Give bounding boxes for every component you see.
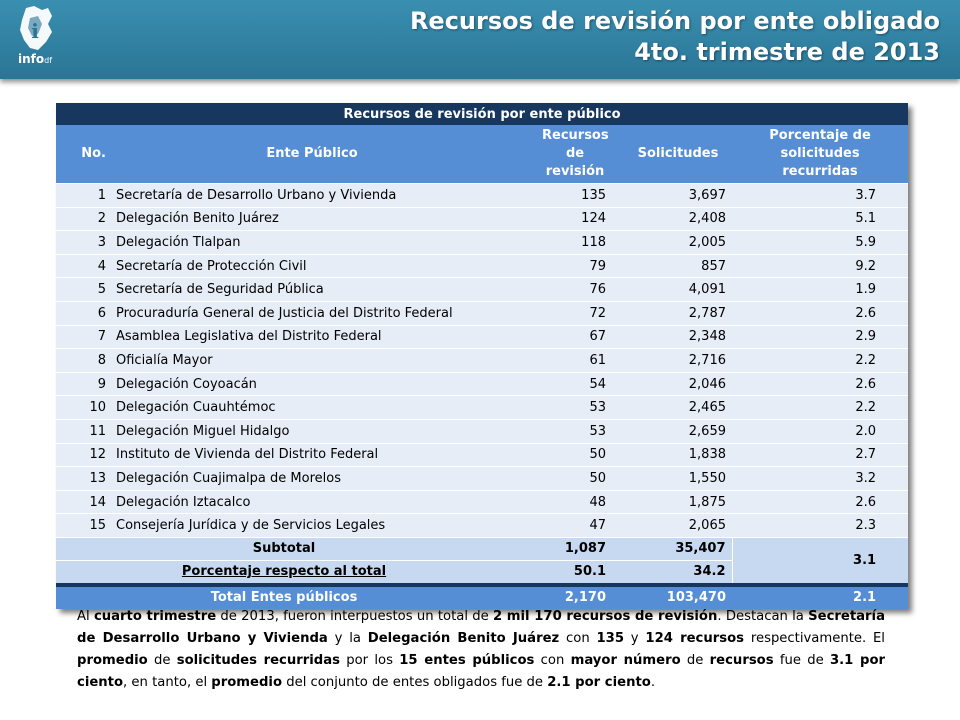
cell-recursos: 53 — [512, 396, 612, 420]
note-bold-segment: promedio — [77, 653, 148, 668]
cell-recursos: 118 — [512, 231, 612, 255]
cell-ente: Delegación Cuauhtémoc — [112, 396, 512, 420]
cell-no: 10 — [56, 396, 112, 420]
cell-recursos: 54 — [512, 372, 612, 396]
cell-solicitudes: 2,465 — [612, 396, 732, 420]
note-bold-segment: 2.1 por ciento — [547, 675, 651, 690]
col-header-ente: Ente Público — [112, 125, 512, 184]
cell-solicitudes: 1,550 — [612, 467, 732, 491]
cell-ente: Delegación Coyoacán — [112, 372, 512, 396]
cell-porcentaje: 2.2 — [732, 349, 908, 373]
table-row — [56, 184, 908, 208]
note-bold-segment: 135 — [596, 631, 624, 646]
cell-no: 9 — [56, 372, 112, 396]
cell-ente: Secretaría de Seguridad Pública — [112, 278, 512, 302]
cell-porcentaje: 9.2 — [732, 254, 908, 278]
page-title — [410, 6, 940, 68]
subtotal-solicitudes: 35,407 — [612, 537, 732, 560]
cell-porcentaje: 2.2 — [732, 396, 908, 420]
cell-no: 8 — [56, 349, 112, 373]
col-header-porcentaje: Porcentaje de solicitudes recurridas — [732, 125, 908, 184]
cell-ente: Asamblea Legislativa del Distrito Federal — [112, 325, 512, 349]
subtotal-label: Subtotal — [56, 537, 512, 560]
note-segment: , en tanto, el — [123, 675, 212, 690]
table-body — [56, 184, 908, 538]
table-row — [56, 372, 908, 396]
cell-ente: Secretaría de Protección Civil — [112, 254, 512, 278]
note-bold-segment: solicitudes recurridas — [176, 653, 340, 668]
cell-solicitudes: 2,046 — [612, 372, 732, 396]
cell-ente: Delegación Benito Juárez — [112, 207, 512, 231]
subtotal-row — [56, 537, 908, 560]
note-segment: y la — [327, 631, 368, 646]
porcentaje-total-solicitudes: 34.2 — [612, 560, 732, 585]
cell-ente: Delegación Miguel Hidalgo — [112, 419, 512, 443]
table-row — [56, 301, 908, 325]
cell-porcentaje: 3.2 — [732, 467, 908, 491]
note-segment: de — [147, 653, 177, 668]
note-segment: por los — [339, 653, 400, 668]
note-segment: . — [650, 675, 656, 690]
note-bold-segment: Delegación Benito Juárez — [367, 631, 560, 646]
total-label: Total Entes públicos — [56, 585, 512, 609]
table-row — [56, 514, 908, 538]
cell-solicitudes: 2,787 — [612, 301, 732, 325]
porcentaje-total-recursos: 50.1 — [512, 560, 612, 585]
table-row — [56, 278, 908, 302]
mexico-city-map-icon — [12, 4, 58, 54]
cell-recursos: 47 — [512, 514, 612, 538]
col-header-no: No. — [56, 125, 112, 184]
logo-text: infodf — [17, 52, 53, 66]
note-segment: del conjunto de entes obligados fue de — [282, 675, 548, 690]
subtotal-recursos: 1,087 — [512, 537, 612, 560]
table-row — [56, 207, 908, 231]
table-row — [56, 396, 908, 420]
cell-ente: Delegación Iztacalco — [112, 490, 512, 514]
cell-recursos: 67 — [512, 325, 612, 349]
cell-solicitudes: 2,065 — [612, 514, 732, 538]
cell-porcentaje: 5.9 — [732, 231, 908, 255]
cell-porcentaje: 3.7 — [732, 184, 908, 208]
subtotal-porcentaje: 3.1 — [732, 537, 908, 585]
note-segment: de — [680, 653, 710, 668]
total-solicitudes: 103,470 — [612, 585, 732, 609]
note-segment: respectivamente. El — [744, 631, 885, 646]
cell-solicitudes: 2,716 — [612, 349, 732, 373]
note-segment: de 2013, fueron interpuestos un total de — [216, 609, 493, 624]
cell-solicitudes: 3,697 — [612, 184, 732, 208]
summary-paragraph — [77, 606, 885, 694]
cell-no: 11 — [56, 419, 112, 443]
cell-recursos: 79 — [512, 254, 612, 278]
cell-no: 4 — [56, 254, 112, 278]
cell-ente: Delegación Cuajimalpa de Morelos — [112, 467, 512, 491]
cell-porcentaje: 2.6 — [732, 372, 908, 396]
cell-recursos: 61 — [512, 349, 612, 373]
cell-solicitudes: 2,005 — [612, 231, 732, 255]
table-row — [56, 419, 908, 443]
note-segment: . Destacan la — [717, 609, 809, 624]
cell-no: 15 — [56, 514, 112, 538]
cell-solicitudes: 2,408 — [612, 207, 732, 231]
table-row — [56, 443, 908, 467]
total-recursos: 2,170 — [512, 585, 612, 609]
title-line-2: 4to. trimestre de 2013 — [634, 38, 940, 66]
cell-recursos: 48 — [512, 490, 612, 514]
cell-recursos: 72 — [512, 301, 612, 325]
cell-ente: Oficialía Mayor — [112, 349, 512, 373]
table-row — [56, 490, 908, 514]
cell-no: 5 — [56, 278, 112, 302]
cell-porcentaje: 2.6 — [732, 301, 908, 325]
table-row — [56, 325, 908, 349]
cell-recursos: 76 — [512, 278, 612, 302]
cell-ente: Consejería Jurídica y de Servicios Legales — [112, 514, 512, 538]
note-bold-segment: cuarto trimestre — [93, 609, 217, 624]
cell-recursos: 53 — [512, 419, 612, 443]
cell-recursos: 124 — [512, 207, 612, 231]
note-bold-segment: 124 recursos — [645, 631, 745, 646]
table-row — [56, 349, 908, 373]
cell-solicitudes: 857 — [612, 254, 732, 278]
cell-ente: Secretaría de Desarrollo Urbano y Vivienda — [112, 184, 512, 208]
note-bold-segment: mayor número — [570, 653, 681, 668]
cell-no: 6 — [56, 301, 112, 325]
total-porcentaje: 2.1 — [732, 585, 908, 609]
cell-no: 13 — [56, 467, 112, 491]
table-caption: Recursos de revisión por ente público — [56, 103, 908, 125]
cell-recursos: 50 — [512, 467, 612, 491]
cell-porcentaje: 1.9 — [732, 278, 908, 302]
note-bold-segment: Secretaría de Desarrollo Urbano y Vivienda — [77, 609, 885, 646]
cell-ente: Procuraduría General de Justicia del Distrito Federal — [112, 301, 512, 325]
cell-solicitudes: 2,348 — [612, 325, 732, 349]
recursos-table-container — [56, 103, 908, 609]
cell-porcentaje: 2.3 — [732, 514, 908, 538]
cell-solicitudes: 1,875 — [612, 490, 732, 514]
cell-no: 14 — [56, 490, 112, 514]
cell-solicitudes: 4,091 — [612, 278, 732, 302]
cell-no: 2 — [56, 207, 112, 231]
col-header-solicitudes: Solicitudes — [612, 125, 732, 184]
cell-no: 3 — [56, 231, 112, 255]
table-row — [56, 467, 908, 491]
cell-recursos: 50 — [512, 443, 612, 467]
cell-recursos: 135 — [512, 184, 612, 208]
infodf-logo — [12, 4, 58, 72]
cell-ente: Delegación Tlalpan — [112, 231, 512, 255]
note-bold-segment: 15 entes públicos — [399, 653, 535, 668]
note-segment: con — [534, 653, 571, 668]
cell-porcentaje: 2.6 — [732, 490, 908, 514]
note-bold-segment: 3.1 por ciento — [77, 653, 886, 690]
cell-solicitudes: 2,659 — [612, 419, 732, 443]
svg-text:i: i — [31, 19, 39, 43]
col-header-recursos: Recursos de revisión — [512, 125, 612, 184]
porcentaje-total-label: Porcentaje respecto al total — [56, 560, 512, 585]
note-bold-segment: recursos — [709, 653, 774, 668]
cell-ente: Instituto de Vivienda del Distrito Federal — [112, 443, 512, 467]
cell-porcentaje: 5.1 — [732, 207, 908, 231]
note-bold-segment: promedio — [211, 675, 283, 690]
note-bold-segment: 2 mil 170 recursos de revisión — [492, 609, 718, 624]
note-segment: Al — [77, 609, 94, 624]
cell-no: 12 — [56, 443, 112, 467]
note-segment: y — [624, 631, 646, 646]
note-segment: fue de — [773, 653, 830, 668]
cell-solicitudes: 1,838 — [612, 443, 732, 467]
cell-porcentaje: 2.7 — [732, 443, 908, 467]
cell-porcentaje: 2.0 — [732, 419, 908, 443]
title-line-1: Recursos de revisión por ente obligado — [409, 7, 940, 35]
cell-porcentaje: 2.9 — [732, 325, 908, 349]
cell-no: 7 — [56, 325, 112, 349]
table-row — [56, 231, 908, 255]
note-segment: con — [559, 631, 597, 646]
table-row — [56, 254, 908, 278]
cell-no: 1 — [56, 184, 112, 208]
header-bar — [0, 0, 960, 79]
recursos-table — [56, 103, 908, 609]
